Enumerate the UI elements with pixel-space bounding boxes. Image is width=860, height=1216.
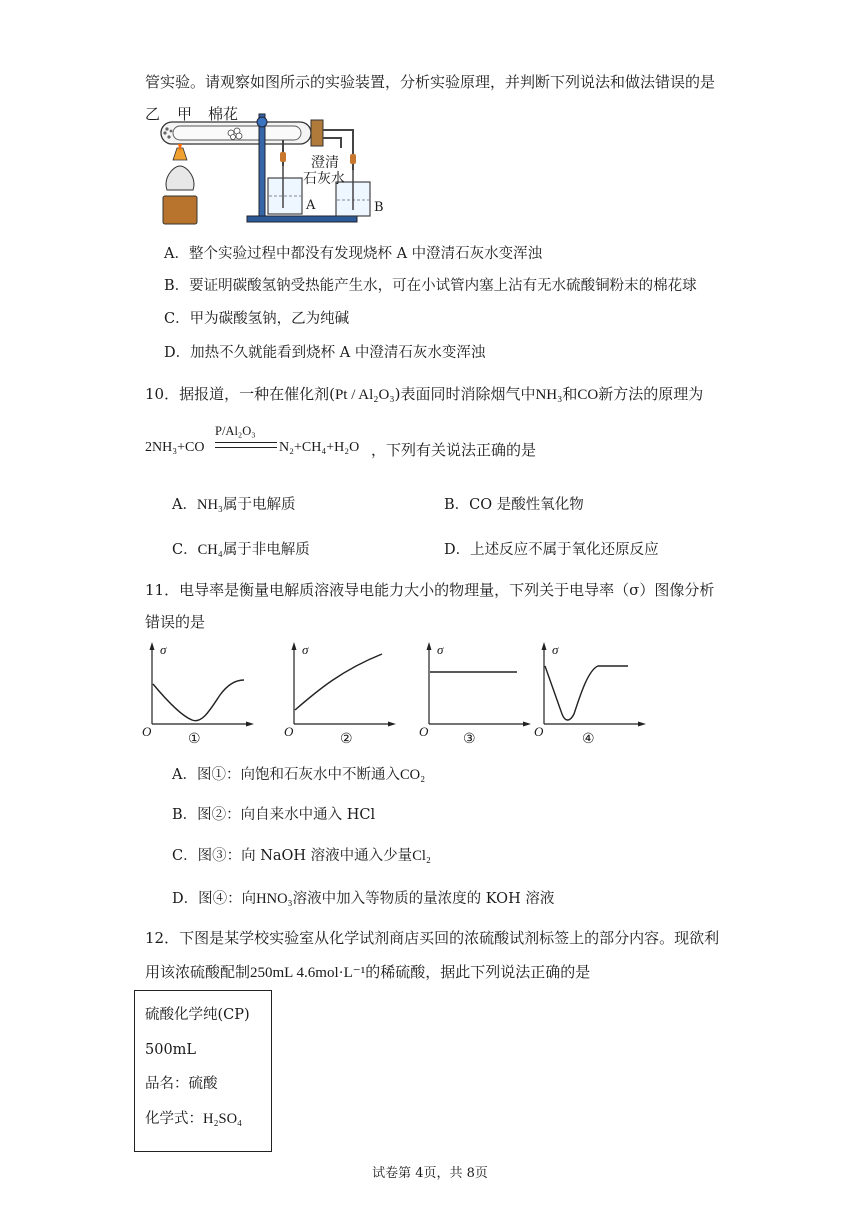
graph-4-sigma: σ xyxy=(552,642,559,657)
label-limewater: 石灰水 xyxy=(303,171,345,187)
graph-1 xyxy=(140,640,260,750)
q10-opt-c-text: 属于非电解质 xyxy=(222,542,310,558)
q10-equation xyxy=(145,420,705,466)
label-clear: 澄清 xyxy=(311,155,339,171)
label-jia: 甲 xyxy=(177,105,193,123)
graph-4 xyxy=(532,640,652,750)
graph-1-origin: O xyxy=(142,724,152,739)
graph-3-label: ③ xyxy=(463,731,476,747)
q11-opt-d-text: 溶液中加入等物质的量浓度的 KOH 溶液 xyxy=(292,891,555,907)
q10-stem-and: 和 xyxy=(562,385,578,403)
q10-option-a xyxy=(172,495,295,515)
q10-stem-prefix: 10．据报道，一种在催化剂( xyxy=(145,385,335,403)
q10-opt-a-prefix: A． xyxy=(172,497,197,513)
q10-stem-mid: )表面同时消除烟气中 xyxy=(394,385,536,403)
label-yi: 乙 xyxy=(145,105,161,123)
label-formula-caption: 化学式： xyxy=(145,1111,203,1127)
q10-opt-c-chem: CH₄ xyxy=(197,542,223,558)
page-footer: 试卷第 4页，共 8页 xyxy=(372,1166,488,1181)
q11-opt-d-chem: HNO₃ xyxy=(256,891,293,907)
graph-2-sigma: σ xyxy=(302,642,309,657)
graph-3-origin: O xyxy=(419,724,429,739)
q11-option-d xyxy=(172,889,554,909)
q12-stem-line2 xyxy=(145,962,590,983)
q10-option-d: D．上述反应不属于氧化还原反应 xyxy=(444,542,659,558)
q12-stem-value: 250mL 4.6mol·L⁻¹ xyxy=(250,965,366,981)
graph-1-sigma: σ xyxy=(160,642,167,657)
q11-stem-line1: 11．电导率是衡量电解质溶液导电能力大小的物理量，下列关于电导率（σ）图像分析 xyxy=(145,581,715,599)
q11-opt-a-text: A．图①：向饱和石灰水中不断通入 xyxy=(172,767,400,783)
label-line-name: 品名：硫酸 xyxy=(145,1076,218,1092)
eq-right: N₂+CH₄+H₂O xyxy=(279,440,360,455)
q11-option-c xyxy=(172,846,431,866)
q12-stem-line1: 12．下图是某学校实验室从化学试剂商店买回的浓硫酸试剂标签上的部分内容。现欲利 xyxy=(145,929,720,947)
q10-stem-suffix: 新方法的原理为 xyxy=(598,385,704,403)
q10-opt-c-prefix: C． xyxy=(172,542,198,558)
label-line-grade: 硫酸化学纯(CP) xyxy=(145,1007,250,1023)
q9-option-a: A．整个实验过程中都没有发现烧杯 A 中澄清石灰水变浑浊 xyxy=(164,246,543,262)
q10-option-b: B．CO 是酸性氧化物 xyxy=(444,497,584,513)
graph-2-origin: O xyxy=(284,724,294,739)
graph-4-origin: O xyxy=(534,724,544,739)
q12-stem-prefix: 用该浓硫酸配制 xyxy=(145,963,251,981)
q10-opt-a-chem: NH₃ xyxy=(196,497,223,513)
q10-nh3: NH₃ xyxy=(535,387,563,403)
q9-option-c: C．甲为碳酸氢钠，乙为纯碱 xyxy=(164,311,350,327)
q11-opt-c-text: C．图③：向 NaOH 溶液中通入少量 xyxy=(172,848,413,864)
q9-option-d: D．加热不久就能看到烧杯 A 中澄清石灰水变浑浊 xyxy=(164,345,486,361)
graph-2-label: ② xyxy=(340,731,353,747)
q11-option-b: B．图②：向自来水中通入 HCl xyxy=(172,807,376,823)
graph-2 xyxy=(282,640,402,750)
eq-condition: P/Al₂O₃ xyxy=(215,424,256,438)
graph-3 xyxy=(417,640,537,750)
reagent-label xyxy=(134,990,272,1152)
graph-4-label: ④ xyxy=(582,731,595,747)
q10-co: CO xyxy=(577,387,599,403)
experiment-apparatus-figure xyxy=(143,100,393,228)
label-line-formula xyxy=(145,1109,242,1129)
q10-opt-a-text: 属于电解质 xyxy=(222,497,296,513)
label-cotton: 棉花 xyxy=(208,105,239,123)
eq-left: 2NH₃+CO xyxy=(145,440,205,455)
q10-stem xyxy=(145,384,703,405)
q11-opt-a-chem: CO₂ xyxy=(399,767,426,783)
q9-option-b: B．要证明碳酸氢钠受热能产生水，可在小试管内塞上沾有无水硫酸铜粉末的棉花球 xyxy=(164,278,697,294)
q11-opt-c-chem: Cl₂ xyxy=(412,848,431,864)
q10-catalyst: Pt / Al₂O₃ xyxy=(334,387,395,403)
label-line-volume: 500mL xyxy=(145,1042,197,1058)
q11-opt-d-prefix: D．图④：向 xyxy=(172,891,257,907)
label-formula: H₂SO₄ xyxy=(203,1111,243,1127)
graph-3-sigma: σ xyxy=(437,642,444,657)
q11-option-a xyxy=(172,765,425,785)
label-b: B xyxy=(374,200,384,215)
q10-option-c xyxy=(172,540,310,560)
q12-stem-suffix: 的稀硫酸，据此下列说法正确的是 xyxy=(365,963,591,981)
graph-1-label: ① xyxy=(188,731,201,747)
eq-tail: ，下列有关说法正确的是 xyxy=(371,441,537,459)
eq-arrow xyxy=(215,442,277,448)
question-9-stem-tail: 管实验。请观察如图所示的实验装置，分析实验原理，并判断下列说法和做法错误的是 xyxy=(145,73,716,91)
q11-stem-line2: 错误的是 xyxy=(145,613,206,631)
label-a: A xyxy=(306,198,316,213)
